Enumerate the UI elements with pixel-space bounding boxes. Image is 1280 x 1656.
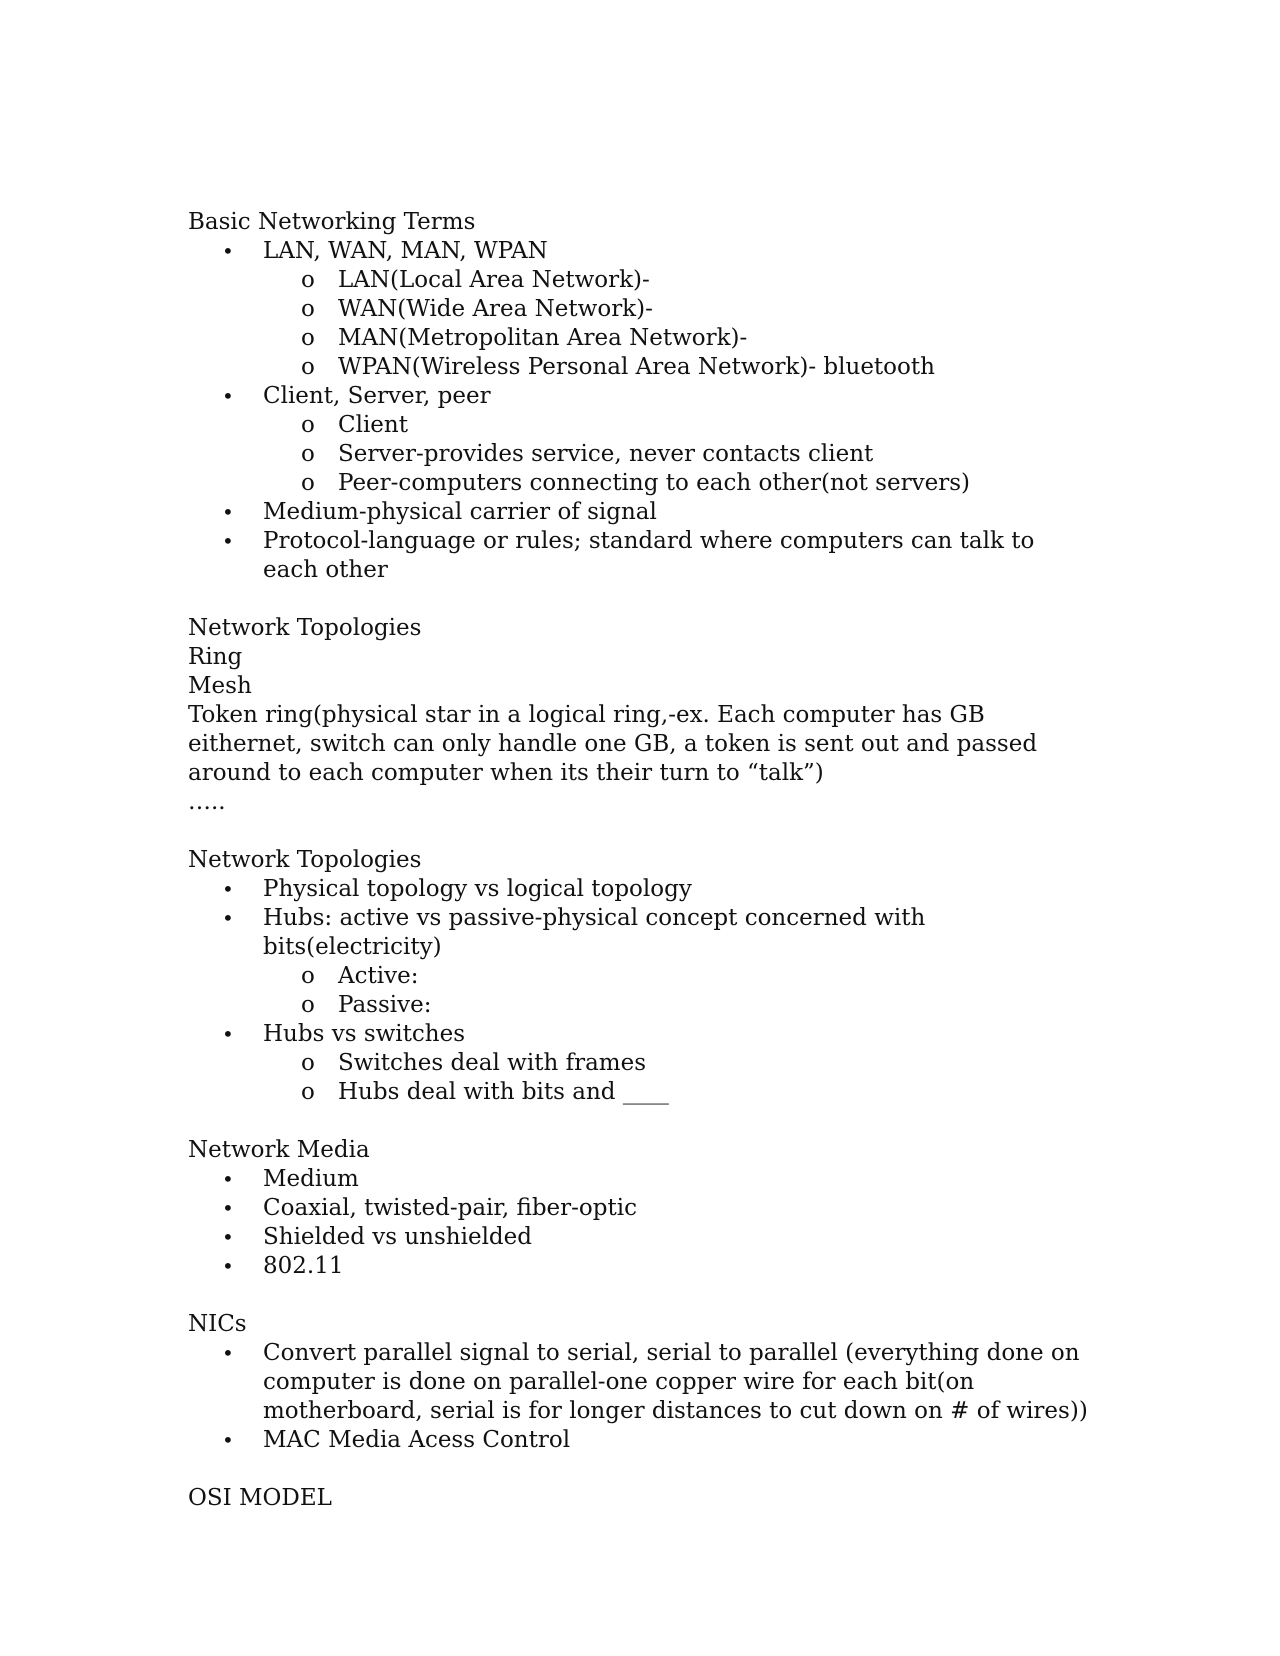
ellipsis-line: ….. [188,789,226,815]
sub-list-item-text: WPAN(Wireless Personal Area Network)- bluetooth [338,354,935,380]
section-title: Network Topologies [188,847,422,873]
bullet-icon: • [222,239,234,263]
bullet-icon: • [222,529,234,553]
list-item-text: Medium [263,1166,359,1192]
sub-bullet-list [263,411,1088,498]
sub-list-item [263,1049,1088,1078]
sub-bullet-icon: o [301,267,315,293]
sub-bullet-list [263,1049,1088,1107]
sub-bullet-icon: o [301,992,315,1018]
list-item-text: Protocol-language or rules; standard where computers can talk to each other [263,528,1035,583]
bullet-list [188,875,1088,1107]
list-item-text: Coaxial, twisted-pair, fiber-optic [263,1195,637,1221]
sub-list-item [263,469,1088,498]
bullet-list [188,1339,1088,1455]
list-item-text: Physical topology vs logical topology [263,876,692,902]
sub-bullet-icon: o [301,296,315,322]
list-item [188,527,1088,585]
text-line: Ring [188,644,243,670]
list-item [188,1339,1088,1426]
list-item [188,904,1088,1020]
paragraph-gap [188,1455,1088,1484]
bullet-list [188,237,1088,585]
sub-list-item [263,962,1088,991]
text-line: Mesh [188,673,252,699]
list-item-text: MAC Media Acess Control [263,1427,571,1453]
text-paragraph: Token ring(physical star in a logical ring,-ex. Each computer has GB eithernet, switch can only handle one GB, a token is sent out and passed around to each computer when its their turn to “talk”) [188,702,1045,786]
section-title: NICs [188,1311,247,1337]
list-item-text: Client, Server, peer [263,383,491,409]
list-item-text: Convert parallel signal to serial, serial to parallel (everything done on computer is done on parallel-one copper wire for each bit(on motherboard, serial is for longer distances to cut down on # of wires)) [263,1340,1088,1424]
bullet-icon: • [222,1196,234,1220]
sub-list-item [263,411,1088,440]
sub-bullet-icon: o [301,441,315,467]
bullet-icon: • [222,1022,234,1046]
sub-list-item [263,266,1088,295]
section-network-topologies-2 [188,846,1088,1107]
paragraph-gap [188,817,1088,846]
list-item [188,1165,1088,1194]
sub-bullet-icon: o [301,412,315,438]
section-title: Basic Networking Terms [188,209,476,235]
list-item-text: LAN, WAN, MAN, WPAN [263,238,548,264]
list-item-text: Shielded vs unshielded [263,1224,532,1250]
list-item [188,875,1088,904]
sub-list-item-text: Server-provides service, never contacts client [338,441,874,467]
bullet-icon: • [222,1225,234,1249]
section-title: Network Media [188,1137,370,1163]
sub-bullet-icon: o [301,1050,315,1076]
section-network-topologies-1 [188,614,1088,817]
sub-bullet-icon: o [301,1079,315,1105]
list-item [188,1223,1088,1252]
list-item [188,1194,1088,1223]
list-item-text: Medium-physical carrier of signal [263,499,657,525]
bullet-icon: • [222,1254,234,1278]
bullet-icon: • [222,1428,234,1452]
sub-bullet-list [263,266,1088,382]
bullet-icon: • [222,906,234,930]
sub-list-item-text: Hubs deal with bits and ____ [338,1079,669,1105]
section-title: OSI MODEL [188,1485,332,1511]
sub-bullet-icon: o [301,354,315,380]
list-item [188,498,1088,527]
bullet-icon: • [222,384,234,408]
sub-list-item [263,353,1088,382]
sub-list-item-text: MAN(Metropolitan Area Network)- [338,325,748,351]
sub-bullet-icon: o [301,325,315,351]
sub-list-item-text: LAN(Local Area Network)- [338,267,650,293]
sub-list-item-text: Client [338,412,408,438]
bullet-icon: • [222,1341,234,1365]
bullet-icon: • [222,877,234,901]
sub-list-item-text: Passive: [338,992,432,1018]
list-item-text: 802.11 [263,1253,344,1279]
sub-list-item-text: Peer-computers connecting to each other(not servers) [338,470,970,496]
sub-list-item [263,295,1088,324]
paragraph-gap [188,1281,1088,1310]
list-item [188,237,1088,382]
list-item [188,1426,1088,1455]
list-item [188,1020,1088,1107]
list-item-text: Hubs: active vs passive-physical concept concerned with bits(electricity) [263,905,926,960]
sub-list-item [263,440,1088,469]
section-basic-networking-terms [188,208,1088,585]
sub-list-item [263,1078,1088,1107]
sub-bullet-list [263,962,1088,1020]
sub-list-item-text: Active: [338,963,419,989]
section-nics [188,1310,1088,1455]
section-osi-model [188,1484,1088,1513]
document-page [188,208,1088,1513]
list-item-text: Hubs vs switches [263,1021,466,1047]
sub-list-item-text: Switches deal with frames [338,1050,647,1076]
sub-bullet-icon: o [301,963,315,989]
sub-list-item-text: WAN(Wide Area Network)- [338,296,653,322]
sub-list-item [263,324,1088,353]
sub-bullet-icon: o [301,470,315,496]
section-title: Network Topologies [188,615,422,641]
bullet-icon: • [222,1167,234,1191]
bullet-icon: • [222,500,234,524]
paragraph-gap [188,1107,1088,1136]
list-item [188,382,1088,498]
paragraph-gap [188,585,1088,614]
sub-list-item [263,991,1088,1020]
list-item [188,1252,1088,1281]
section-network-media [188,1136,1088,1281]
bullet-list [188,1165,1088,1281]
